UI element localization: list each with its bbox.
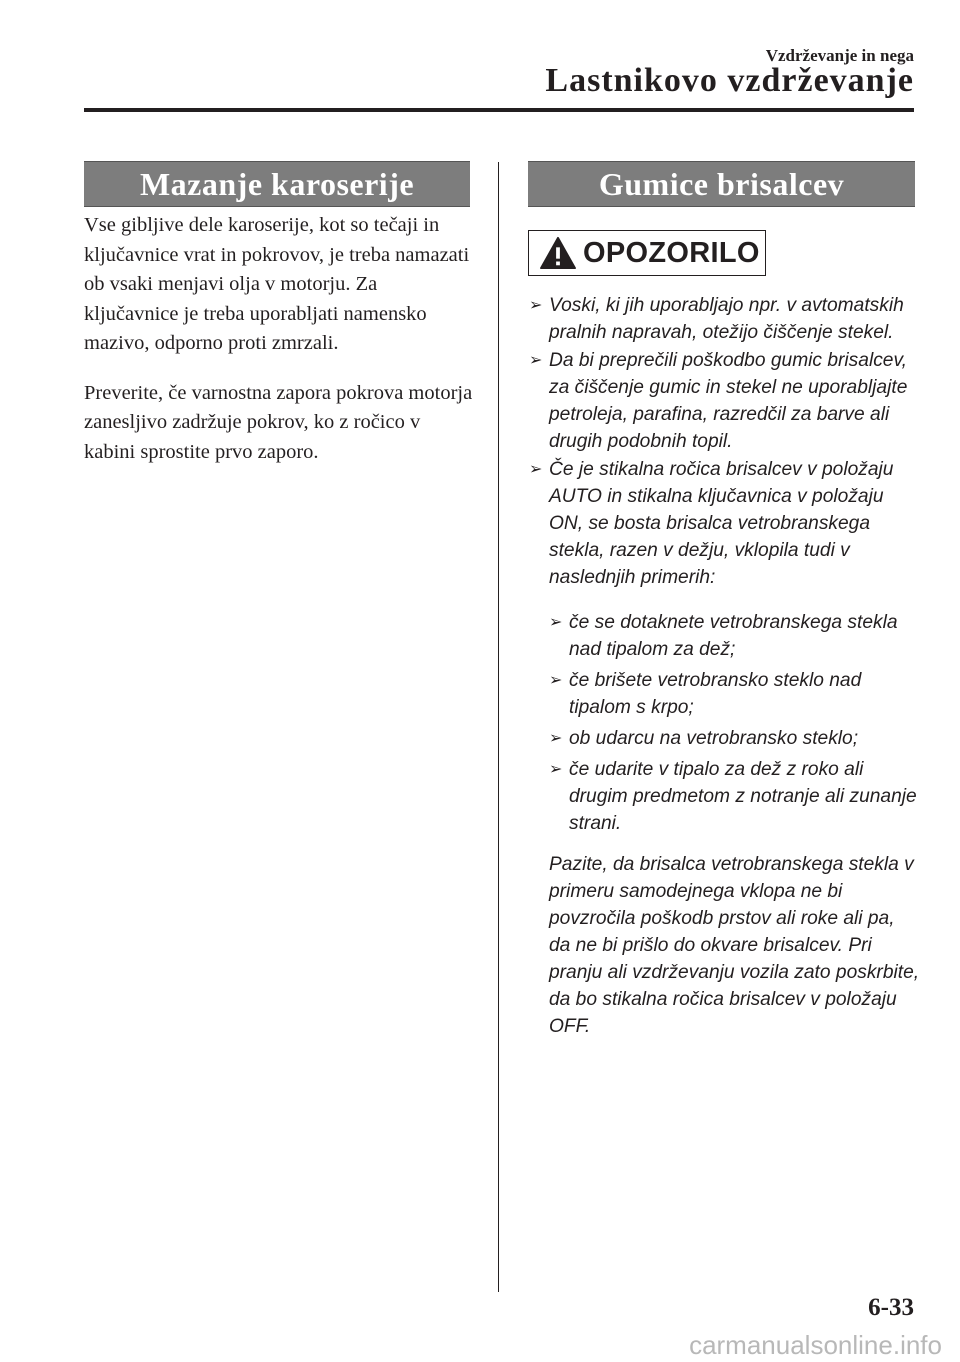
bullet-text: Da bi preprečili poškodbo gumic brisalcev, za čiščenje gumic in stekel ne uporabljajte petroleja, parafina, razredčil za barve ali drugih podobnih topil. (549, 350, 908, 452)
sub-bullet-item (549, 609, 921, 663)
header-title: Lastnikovo vzdrževanje (545, 62, 914, 99)
sub-bullet-text: ob udarcu na vetrobransko steklo; (569, 728, 859, 749)
left-paragraph: Preverite, če varnostna zapora pokrova motorja zanesljivo zadržuje pokrov, ko z ročico v kabini sprostite prvo zaporo. (84, 381, 473, 463)
sub-bullet-text: če brišete vetrobransko steklo nad tipalom s krpo; (569, 670, 862, 718)
page-number: 6-33 (868, 1294, 914, 1321)
header-rule (84, 108, 914, 112)
sub-bullet-text: če udarite v tipalo za dež z roko ali drugim predmetom z notranje ali zunanje strani. (569, 759, 917, 834)
left-heading-banner: Mazanje karoserije (84, 161, 470, 207)
bullet-text: Če je stikalna ročica brisalcev v položaju AUTO in stikalna ključavnica v položaju ON, se bosta brisalca vetrobranskega stekla, razen v dežju, vklopila tudi v naslednjih primerih: (549, 459, 894, 588)
header-section: Vzdrževanje in nega (765, 46, 914, 65)
right-body (529, 292, 921, 1040)
sub-bullet-list (549, 609, 921, 837)
warning-note: Pazite, da brisalca vetrobranskega stekla v primeru samodejnega vklopa ne bi povzročila poškodb prstov ali roke ali pa, da ne bi prišlo do okvare brisalcev. Pri pranju ali vzdrževanju vozila zato poskrbite, da bo stikalna ročica brisalcev v položaju OFF. (549, 854, 920, 1037)
bullet-item (529, 347, 921, 455)
bullet-arrow-icon: ➢ (529, 352, 543, 369)
bullet-text: Voski, ki jih uporabljajo npr. v avtomatskih pralnih napravah, otežijo čiščenje stekel. (549, 295, 904, 343)
bullet-item (529, 456, 921, 591)
bullet-arrow-icon: ➢ (549, 672, 563, 689)
bullet-arrow-icon: ➢ (549, 614, 563, 631)
sub-bullet-item (549, 667, 921, 721)
warning-triangle-icon (539, 236, 577, 270)
bullet-arrow-icon: ➢ (549, 730, 563, 747)
warning-box (528, 230, 766, 276)
right-heading-banner: Gumice brisalcev (528, 161, 915, 207)
watermark: carmanualsonline.info (689, 1330, 942, 1360)
column-divider (498, 162, 499, 1292)
bullet-arrow-icon: ➢ (529, 461, 543, 478)
sub-bullet-item (549, 756, 921, 837)
bullet-arrow-icon: ➢ (549, 761, 563, 778)
warning-label: OPOZORILO (583, 236, 760, 269)
bullet-arrow-icon: ➢ (529, 297, 543, 314)
bullet-item (529, 292, 921, 346)
sub-bullet-item (549, 725, 921, 752)
sub-bullet-text: če se dotaknete vetrobranskega stekla nad tipalom za dež; (569, 612, 898, 660)
left-body (84, 211, 474, 487)
left-paragraph: Vse gibljive dele karoserije, kot so tečaji in ključavnice vrat in pokrovov, je treba namazati ob vsaki menjavi olja v motorju. Za ključavnice je treba uporabljati namensko mazivo, odporno proti zmrzali. (84, 214, 470, 354)
